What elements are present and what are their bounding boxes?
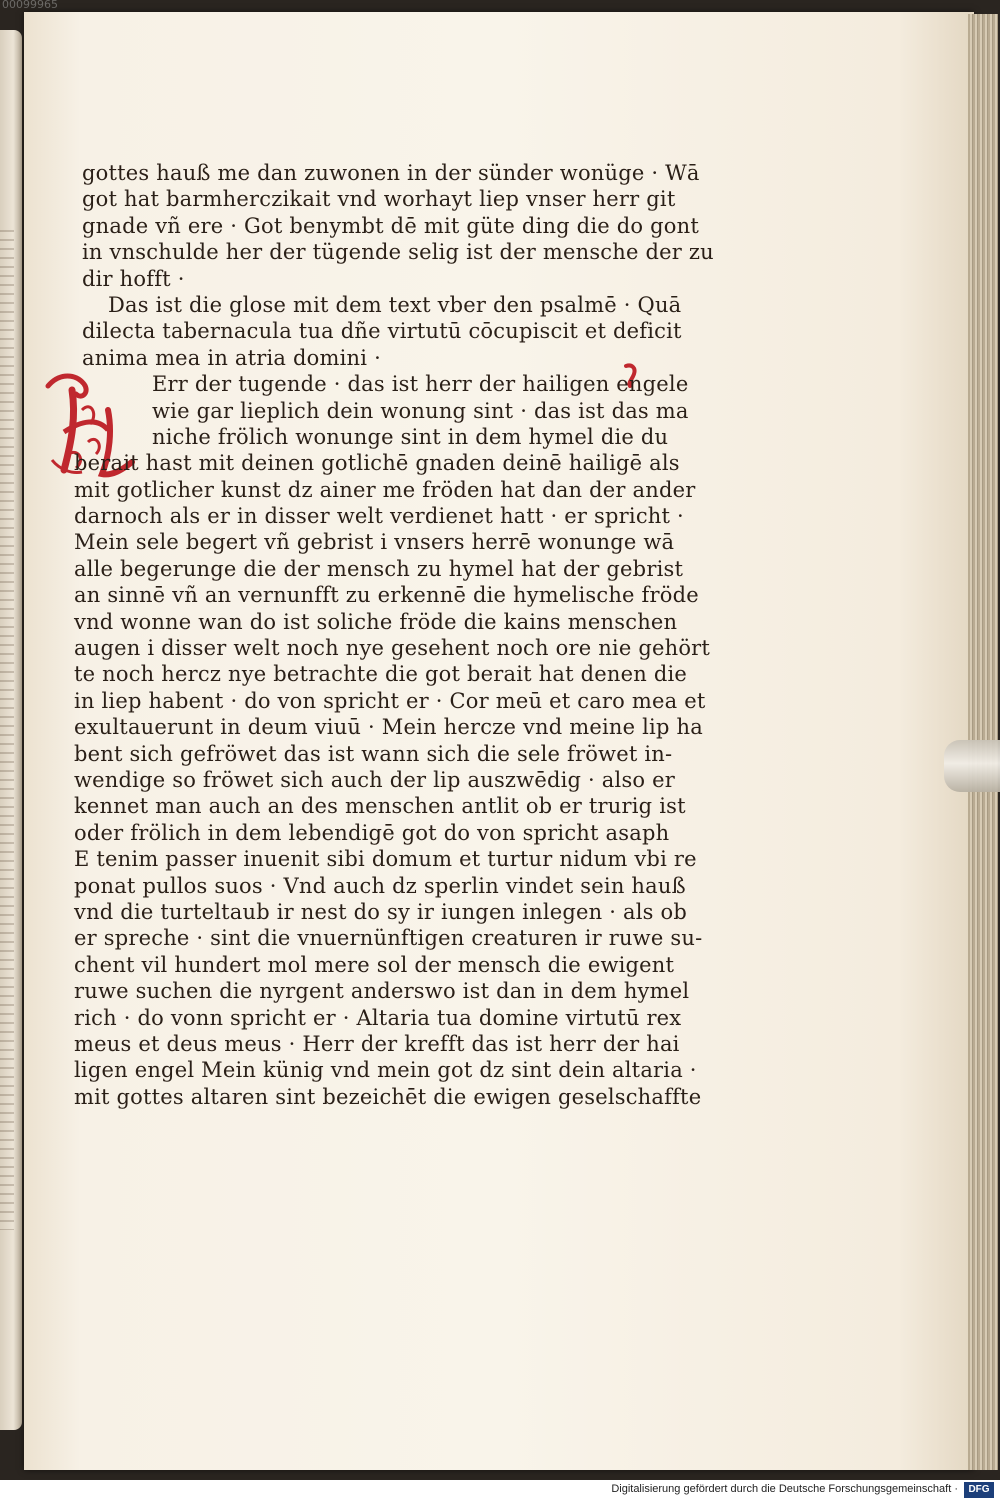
text-line: kennet man auch an des menschen antlit ob er trurig ist: [74, 794, 686, 819]
footer-bar: [0, 1480, 1000, 1501]
page-clip: [944, 740, 1000, 792]
text-line: gottes hauß me dan zuwonen in der sünder wonüge · Wā: [82, 161, 700, 185]
text-line: berait hast mit deinen gotlichē gnaden deinē hailigē als: [74, 451, 680, 476]
text-line: in liep habent · do von spricht er · Cor meū et caro mea et: [74, 688, 706, 713]
text-line: ligen engel Mein künig vnd mein got dz sint dein altaria ·: [74, 1058, 697, 1083]
text-line: vnd die turteltaub ir nest do sy ir iungen inlegen · als ob: [74, 899, 687, 924]
text-line: wendige so fröwet sich auch der lip auszwēdig · also er: [74, 767, 676, 792]
text-line: mit gotlicher kunst dz ainer me fröden hat dan der ander: [74, 477, 696, 502]
text-line: dir hofft ·: [82, 266, 185, 291]
text-line: er spreche · sint die vnuernünftigen creaturen ir ruwe su-: [74, 926, 703, 951]
text-line: alle begerunge die der mensch zu hymel hat der gebrist: [74, 556, 684, 581]
text-line: an sinnē vñ an vernunfft zu erkennē die hymelische fröde: [74, 583, 699, 608]
text-line: augen i disser welt noch nye gesehent noch ore nie gehört: [74, 636, 711, 661]
text-line: in vnschulde her der tügende selig ist der mensche der zu: [82, 240, 714, 265]
dfg-logo[interactable]: DFG: [964, 1482, 994, 1498]
text-line: meus et deus meus · Herr der krefft das ist herr der hai: [74, 1031, 680, 1056]
text-line: anima mea in atria domini ·: [82, 345, 381, 370]
text-line: bent sich gefröwet das ist wann sich die sele fröwet in-: [74, 741, 673, 766]
body-text: [60, 160, 714, 1110]
funding-credit: Digitalisierung gefördert durch die Deutsche Forschungsgemeinschaft ·: [611, 1483, 958, 1495]
text-line: exultauerunt in deum viuū · Mein hercze vnd meine lip ha: [74, 715, 703, 740]
text-line: Err der tugende · das ist herr der hailigen engele: [152, 372, 689, 397]
text-line: got hat barmherczikait vnd worhayt liep vnser herr git: [82, 187, 676, 212]
text-line: rich · do vonn spricht er · Altaria tua domine virtutū rex: [74, 1005, 682, 1030]
text-line: Mein sele begert vñ gebrist i vnsers herrē wonunge wā: [74, 530, 675, 555]
text-line: ponat pullos suos · Vnd auch dz sperlin vindet sein hauß: [74, 873, 686, 898]
text-line: wie gar lieplich dein wonung sint · das ist das ma: [152, 398, 689, 423]
text-line: ruwe suchen die nyrgent anderswo ist dan in dem hymel: [74, 979, 690, 1004]
text-line: E tenim passer inuenit sibi domum et turtur nidum vbi re: [74, 847, 697, 872]
text-line: oder frölich in dem lebendigē got do von spricht asaph: [74, 820, 670, 845]
page-id: 00099965: [2, 0, 58, 11]
text-line: darnoch als er in disser welt verdienet hatt · er spricht ·: [74, 504, 684, 529]
text-line: vnd wonne wan do ist soliche fröde die kains menschen: [74, 609, 678, 634]
text-line: te noch hercz nye betrachte die got berait hat denen die: [74, 662, 688, 687]
left-page-text-bleed: [0, 230, 14, 1230]
text-line: chent vil hundert mol mere sol der mensch die ewigent: [74, 952, 675, 977]
text-line: Das ist die glose mit dem text vber den psalmē · Quā: [108, 292, 682, 317]
text-line: gnade vñ ere · Got benymbt dē mit güte ding die do gont: [82, 213, 699, 238]
text-line: dilecta tabernacula tua dñe virtutū cōcupiscit et deficit: [82, 319, 682, 344]
text-line: niche frölich wonunge sint in dem hymel die du: [152, 424, 669, 449]
text-line: mit gottes altaren sint bezeichēt die ewigen geselschaffte: [74, 1084, 702, 1109]
